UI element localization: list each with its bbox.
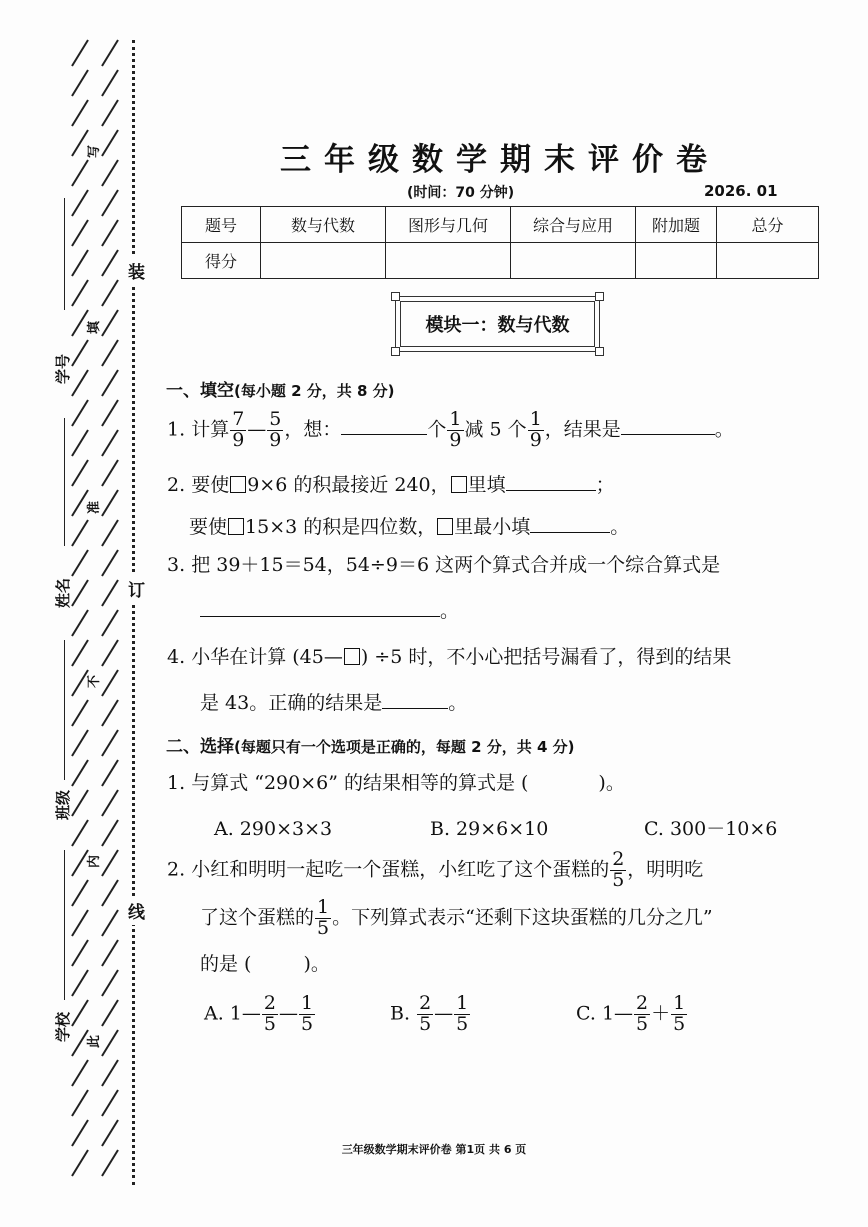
seal-char: 装 <box>128 256 145 285</box>
fraction: $\frac{7}{9}$ <box>232 408 245 451</box>
warning-char: 此 <box>87 1034 103 1049</box>
option-2c[interactable]: C. 1— $\frac{2}{5}$ ＋ $\frac{1}{5}$ <box>576 992 686 1035</box>
school-label: 学校 <box>54 1011 72 1042</box>
score-cell[interactable] <box>386 243 511 279</box>
number-line <box>64 198 65 310</box>
header-cell: 数与代数 <box>261 207 386 243</box>
warning-char: 不 <box>87 674 103 689</box>
module-title: 模块一：数与代数 <box>400 301 595 347</box>
number-label: 学号 <box>54 353 72 384</box>
header-cell: 综合与应用 <box>511 207 636 243</box>
question-2-2a: 2. 小红和明明一起吃一个蛋糕，小红吃了这个蛋糕的 $\frac{2}{5}$ ，明明吃 <box>167 848 704 891</box>
score-cell[interactable] <box>636 243 717 279</box>
question-1-1: 1. 计算 $\frac{7}{9}$ — $\frac{5}{9}$ ，想： 个 $\frac{1}{9}$ 减 5 个 $\frac{1}{9}$ ，结果是 。 <box>167 408 734 451</box>
answer-blank[interactable] <box>506 472 596 491</box>
school-line <box>64 850 65 1000</box>
header-cell: 总分 <box>717 207 819 243</box>
score-table-header-row <box>182 207 819 243</box>
header-cell: 附加题 <box>636 207 717 243</box>
warning-char: 内 <box>87 854 103 869</box>
header-cell: 题号 <box>182 207 261 243</box>
option-b[interactable]: B. 29×6×10 <box>430 818 549 840</box>
fraction: $\frac{2}{5}$ <box>612 848 625 891</box>
page-title: 三年级数学期末评价卷 <box>280 142 720 178</box>
class-line <box>64 640 65 780</box>
exam-date: 2026. 01 <box>704 182 778 200</box>
score-cell[interactable] <box>511 243 636 279</box>
question-1-2b: 要使 15×3 的积是四位数， 里最小填 。 <box>189 516 630 538</box>
option-a[interactable]: A. 290×3×3 <box>214 818 333 840</box>
header-cell: 图形与几何 <box>386 207 511 243</box>
question-2-1: 1. 与算式 “290×6” 的结果相等的算式是 ( )。 <box>167 772 625 794</box>
hatching <box>0 0 130 1227</box>
page-footer: 三年级数学期末评价卷 第1页 共 6 页 <box>341 1143 527 1156</box>
question-1-3: 3. 把 39＋15＝54，54÷9＝6 这两个算式合并成一个综合算式是 <box>167 554 721 576</box>
answer-blank[interactable] <box>530 514 610 533</box>
section1-note: (每小题 2 分，共 8 分) <box>234 382 395 400</box>
fraction: $\frac{1}{9}$ <box>529 408 542 451</box>
question-2-2c: 的是 ( )。 <box>200 953 330 975</box>
seal-char: 线 <box>128 896 145 925</box>
question-1-2a: 2. 要使 9×6 的积最接近 240， 里填 ； <box>167 474 615 496</box>
warning-char: 准 <box>87 500 103 515</box>
answer-blank[interactable] <box>341 416 427 435</box>
score-table <box>181 206 819 279</box>
name-line <box>64 418 65 546</box>
answer-blank[interactable] <box>621 416 715 435</box>
question-1-4a: 4. 小华在计算 (45— ) ÷5 时，不小心把括号漏看了，得到的结果 <box>167 646 732 668</box>
answer-blank[interactable] <box>200 598 440 617</box>
name-label: 姓名 <box>54 577 72 608</box>
answer-blank[interactable] <box>382 690 448 709</box>
fraction: $\frac{1}{9}$ <box>449 408 462 451</box>
option-2a[interactable]: A. 1— $\frac{2}{5}$ — $\frac{1}{5}$ <box>204 992 314 1035</box>
section1-heading: 一、填空(每小题 2 分，共 8 分) <box>166 381 395 401</box>
time-limit: (时间：70 分钟) <box>407 185 515 201</box>
fraction: $\frac{5}{9}$ <box>269 408 282 451</box>
fraction: $\frac{1}{5}$ <box>317 896 330 939</box>
warning-char: 填 <box>87 320 103 335</box>
dotted-cut-line <box>132 40 135 1185</box>
section2-heading: 二、选择(每题只有一个选项是正确的，每题 2 分，共 4 分) <box>166 737 575 757</box>
question-2-2b: 了这个蛋糕的 $\frac{1}{5}$ 。下列算式表示“还剩下这块蛋糕的几分之几” <box>200 896 713 939</box>
module-title-box <box>395 296 600 352</box>
option-c[interactable]: C. 300－10×6 <box>644 818 778 840</box>
question-1-3-answer: 。 <box>200 598 459 621</box>
score-table-score-row <box>182 243 819 279</box>
question-1-4b: 是 43。正确的结果是 。 <box>200 692 468 714</box>
score-cell[interactable] <box>261 243 386 279</box>
warning-char: 写 <box>87 144 103 159</box>
section2-note: (每题只有一个选项是正确的，每题 2 分，共 4 分) <box>234 738 575 756</box>
option-2b[interactable]: B. $\frac{2}{5}$ — $\frac{1}{5}$ <box>390 992 469 1035</box>
binding-margin <box>0 0 150 1227</box>
seal-char: 订 <box>128 574 145 603</box>
class-label: 班级 <box>54 789 72 820</box>
row-label: 得分 <box>182 243 261 279</box>
score-cell[interactable] <box>717 243 819 279</box>
